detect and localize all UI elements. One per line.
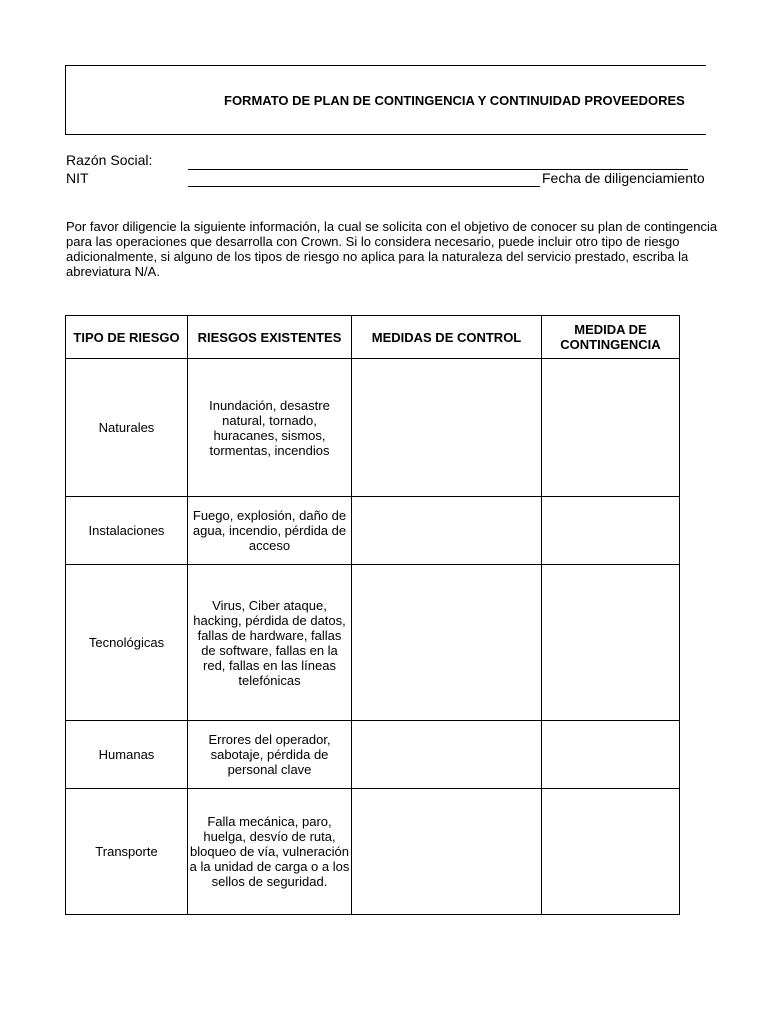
header-medidas-control: MEDIDAS DE CONTROL xyxy=(352,316,542,359)
header-tipo-riesgo: TIPO DE RIESGO xyxy=(66,316,188,359)
table-row xyxy=(66,497,680,565)
cell-riesgos: Inundación, desastre natural, tornado, huracanes, sismos, tormentas, incendios xyxy=(188,359,352,497)
cell-medidas-input[interactable] xyxy=(352,359,542,497)
cell-tipo: Naturales xyxy=(66,359,188,497)
cell-tipo: Humanas xyxy=(66,721,188,789)
fecha-label: Fecha de diligenciamiento xyxy=(542,170,705,186)
cell-tipo: Transporte xyxy=(66,789,188,915)
cell-riesgos: Fuego, explosión, daño de agua, incendio, pérdida de acceso xyxy=(188,497,352,565)
table-row xyxy=(66,359,680,497)
cell-contingencia-input[interactable] xyxy=(542,721,680,789)
table-row xyxy=(66,721,680,789)
title-box xyxy=(65,65,706,135)
nit-field[interactable] xyxy=(188,186,540,187)
intro-line-1: Por favor diligencie la siguiente información, la cual se solicita con el objetivo de conocer su plan de contingencia xyxy=(66,219,718,234)
razon-social-label: Razón Social: xyxy=(66,152,153,168)
cell-medidas-input[interactable] xyxy=(352,789,542,915)
cell-riesgos: Errores del operador, sabotaje, pérdida de personal clave xyxy=(188,721,352,789)
header-riesgos-existentes: RIESGOS EXISTENTES xyxy=(188,316,352,359)
cell-contingencia-input[interactable] xyxy=(542,497,680,565)
cell-riesgos: Virus, Ciber ataque, hacking, pérdida de datos, fallas de hardware, fallas de software, fallas en la red, fallas en las líneas telefónicas xyxy=(188,565,352,721)
cell-medidas-input[interactable] xyxy=(352,721,542,789)
document-title: FORMATO DE PLAN DE CONTINGENCIA Y CONTINUIDAD PROVEEDORES xyxy=(224,93,685,108)
cell-tipo: Tecnológicas xyxy=(66,565,188,721)
intro-line-4: abreviatura N/A. xyxy=(66,264,160,279)
cell-medidas-input[interactable] xyxy=(352,497,542,565)
intro-line-3: adicionalmente, si alguno de los tipos de riesgo no aplica para la naturaleza del servicio prestado, escriba la xyxy=(66,249,689,264)
header-medida-contingencia: MEDIDA DE CONTINGENCIA xyxy=(542,316,680,359)
intro-line-2: para las operaciones que desarrolla con Crown. Si lo considera necesario, puede incluir otro tipo de riesgo xyxy=(66,234,680,249)
cell-contingencia-input[interactable] xyxy=(542,789,680,915)
table-row xyxy=(66,565,680,721)
risk-table xyxy=(65,315,680,915)
cell-medidas-input[interactable] xyxy=(352,565,542,721)
cell-contingencia-input[interactable] xyxy=(542,359,680,497)
cell-contingencia-input[interactable] xyxy=(542,565,680,721)
nit-label: NIT xyxy=(66,170,89,186)
table-header-row xyxy=(66,316,680,359)
cell-riesgos: Falla mecánica, paro, huelga, desvío de ruta, bloqueo de vía, vulneración a la unidad de carga o a los sellos de seguridad. xyxy=(188,789,352,915)
table-row xyxy=(66,789,680,915)
cell-tipo: Instalaciones xyxy=(66,497,188,565)
